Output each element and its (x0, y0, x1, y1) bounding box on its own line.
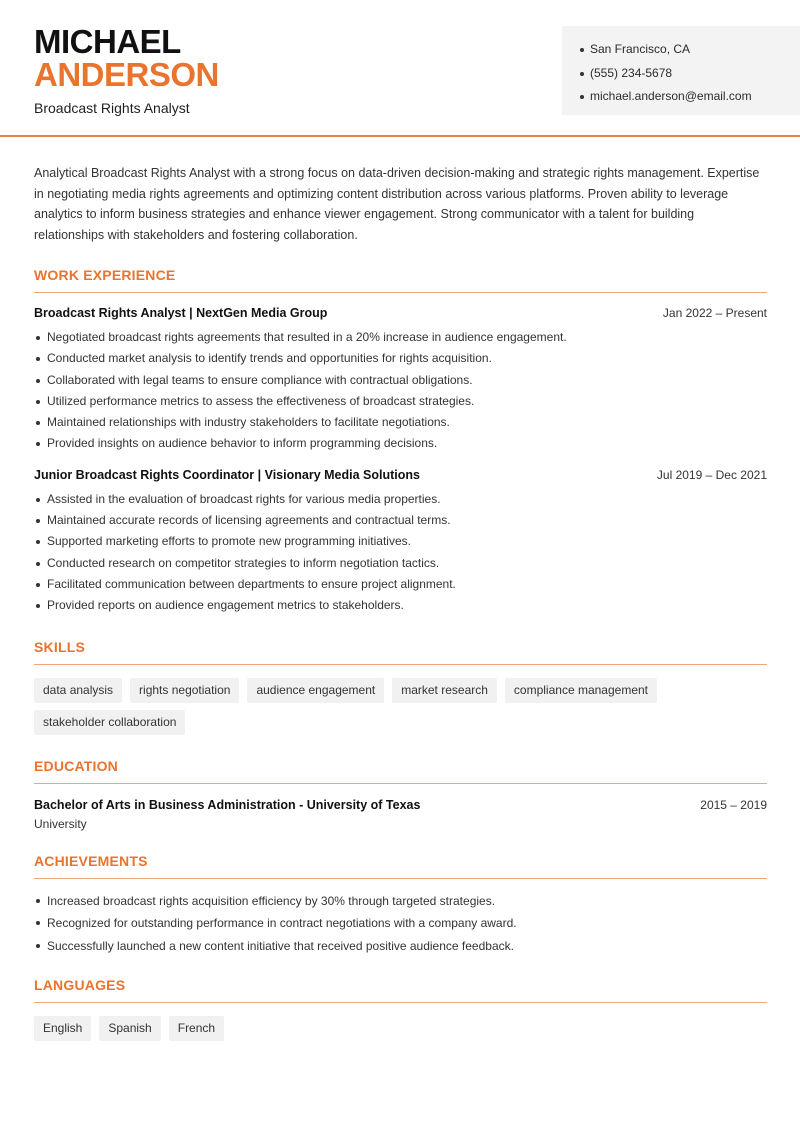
section-title-achievements: ACHIEVEMENTS (34, 853, 767, 879)
skill-tag: audience engagement (247, 678, 384, 703)
job-bullet: Collaborated with legal teams to ensure compliance with contractual obligations. (34, 370, 767, 391)
skill-tag: compliance management (505, 678, 657, 703)
achievements-list (34, 890, 767, 958)
job-role: Broadcast Rights Analyst | NextGen Media Group (34, 306, 328, 320)
contact-email[interactable]: michael.anderson@email.com (580, 85, 800, 109)
language-tag: French (169, 1016, 224, 1041)
job-bullet: Maintained relationships with industry stakeholders to facilitate negotiations. (34, 412, 767, 433)
last-name: ANDERSON (34, 56, 219, 93)
education-entry (34, 798, 767, 831)
skill-tag: market research (392, 678, 497, 703)
job-bullet: Conducted research on competitor strategies to inform negotiation tactics. (34, 553, 767, 574)
skills-list (34, 678, 674, 742)
languages-list (34, 1016, 674, 1048)
resume-header (0, 0, 800, 137)
job-bullet: Negotiated broadcast rights agreements that resulted in a 20% increase in audience engagement. (34, 327, 767, 348)
summary: Analytical Broadcast Rights Analyst with a strong focus on data-driven decision-making and strategic rights management. Expertise in negotiating media rights agreements and optimizing content distribution across various platforms. Proven ability to leverage analytics to inform business strategies and enhance viewer engagement. Strong communicator with a talent for building relationships with stakeholders and fostering collaboration. (34, 166, 760, 242)
language-tag: English (34, 1016, 91, 1041)
job-dates: Jan 2022 – Present (662, 306, 767, 320)
achievement-item: Recognized for outstanding performance in contract negotiations with a company award. (34, 912, 767, 935)
job-bullet: Maintained accurate records of licensing agreements and contractual terms. (34, 510, 767, 531)
job-bullet: Facilitated communication between departments to ensure project alignment. (34, 574, 767, 595)
contact-phone: (555) 234-5678 (580, 62, 800, 86)
resume-body (34, 137, 767, 1048)
first-name: MICHAEL (34, 23, 181, 60)
job-bullet: Conducted market analysis to identify trends and opportunities for rights acquisition. (34, 348, 767, 369)
language-tag: Spanish (99, 1016, 160, 1041)
skill-tag: rights negotiation (130, 678, 239, 703)
section-title-work: WORK EXPERIENCE (34, 267, 767, 293)
job-bullet: Supported marketing efforts to promote new programming initiatives. (34, 531, 767, 552)
contact-box (562, 26, 800, 115)
job-dates: Jul 2019 – Dec 2021 (656, 467, 767, 482)
degree: Bachelor of Arts in Business Administration - University of Texas (34, 797, 421, 812)
job-bullet: Provided insights on audience behavior to inform programming decisions. (34, 433, 767, 454)
section-title-skills: SKILLS (34, 639, 767, 665)
education-dates: 2015 – 2019 (700, 797, 767, 812)
section-title-education: EDUCATION (34, 758, 767, 784)
contact-location: San Francisco, CA (580, 38, 800, 62)
job-bullet: Assisted in the evaluation of broadcast rights for various media properties. (34, 489, 767, 510)
achievement-item: Successfully launched a new content initiative that received positive audience feedback. (34, 935, 767, 958)
section-title-languages: LANGUAGES (34, 977, 767, 1003)
job-bullet: Provided reports on audience engagement metrics to stakeholders. (34, 595, 767, 616)
skill-tag: stakeholder collaboration (34, 710, 185, 735)
job-entry (34, 306, 767, 455)
job-role: Junior Broadcast Rights Coordinator | Visionary Media Solutions (34, 467, 420, 482)
job-title: Broadcast Rights Analyst (34, 100, 190, 116)
job-entry (34, 468, 767, 617)
achievement-item: Increased broadcast rights acquisition efficiency by 30% through targeted strategies. (34, 890, 767, 913)
skill-tag: data analysis (34, 678, 122, 703)
education-type: University (34, 816, 87, 831)
job-bullet: Utilized performance metrics to assess the effectiveness of broadcast strategies. (34, 391, 767, 412)
